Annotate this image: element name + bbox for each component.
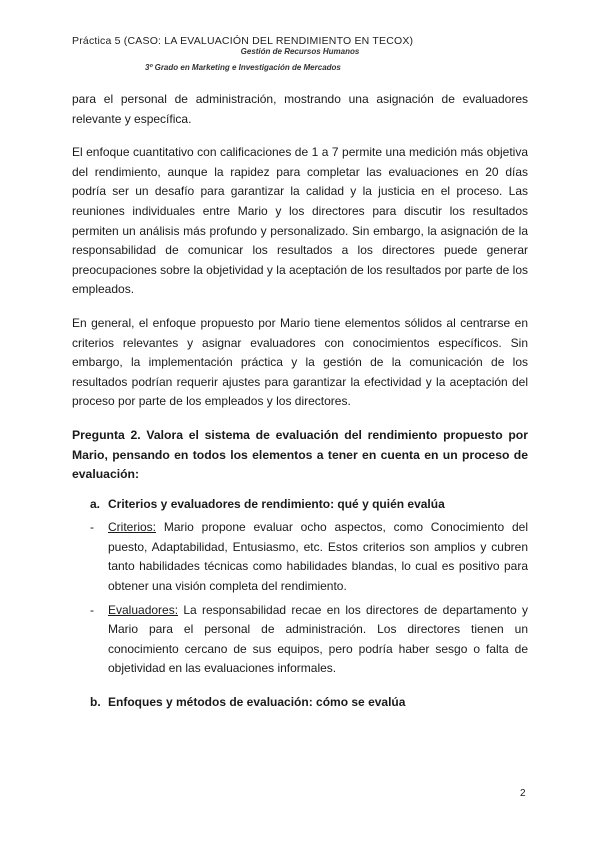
term-evaluadores: Evaluadores:	[108, 602, 179, 617]
header-degree: 3º Grado en Marketing e Investigación de Mercados	[145, 63, 341, 72]
section-b-title: Enfoques y métodos de evaluación: cómo se evalúa	[108, 695, 406, 710]
section-b-label: b.	[90, 695, 101, 710]
text-evaluadores: La responsabilidad recae en los directores de departamento y Mario para el personal de administración. Los directores tienen un conocimiento cercano de sus equipos, pero podría haber sesgo o falta de objetividad en las evaluaciones informales.	[108, 602, 528, 676]
list-dash: -	[90, 520, 94, 535]
list-item-criterios	[90, 518, 528, 596]
list-item-evaluadores	[90, 601, 528, 679]
section-a-heading	[90, 495, 528, 515]
header-subject: Gestión de Recursos Humanos	[240, 47, 360, 56]
page-number: 2	[520, 788, 526, 799]
term-criterios: Criterios:	[108, 520, 157, 535]
section-a-label: a.	[90, 496, 101, 511]
section-a-title: Criterios y evaluadores de rendimiento: qué y quién evalúa	[108, 496, 445, 511]
section-b-heading	[90, 693, 528, 713]
paragraph-2: El enfoque cuantitativo con calificaciones de 1 a 7 permite una medición más objetiva del rendimiento, aunque la rapidez para completar las evaluaciones en 20 días podría ser un desafío para garantizar la calidad y la justicia en el proceso. Las reuniones individuales entre Mario y los directores para discutir los resultados permiten un análisis más profundo y personalizado. Sin embargo, la asignación de la responsabilidad de comunicar los resultados a los directores puede generar preocupaciones sobre la objetividad y la aceptación de los resultados por parte de los empleados.	[72, 145, 528, 297]
header-title: Práctica 5 (CASO: LA EVALUACIÓN DEL RENDIMIENTO EN TECOX)	[72, 35, 414, 47]
list-dash: -	[90, 602, 94, 617]
paragraph-3: En general, el enfoque propuesto por Mario tiene elementos sólidos al centrarse en criterios relevantes y asignar evaluadores con conocimientos específicos. Sin embargo, la implementación práctica y la gestión de la comunicación de los resultados podrían requerir ajustes para garantizar la efectividad y la aceptación del proceso por parte de los empleados y los directores.	[72, 315, 528, 409]
document-body	[72, 90, 528, 717]
text-criterios: Mario propone evaluar ocho aspectos, como Conocimiento del puesto, Adaptabilidad, Entusiasmo, etc. Estos criterios son amplios y cubren tanto habilidades técnicas como habilidades blandas, lo cual es positivo para obtener una visión completa del rendimiento.	[108, 520, 528, 594]
question-2: Pregunta 2. Valora el sistema de evaluación del rendimiento propuesto por Mario, pensando en todos los elementos a tener en cuenta en un proceso de evaluación:	[72, 427, 528, 482]
paragraph-1: para el personal de administración, mostrando una asignación de evaluadores relevante y específica.	[72, 92, 528, 126]
